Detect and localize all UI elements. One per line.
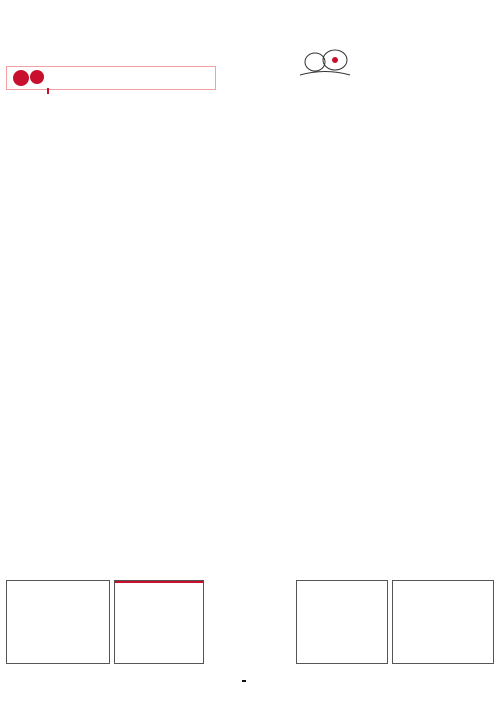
gomi-burn-badge bbox=[13, 70, 29, 86]
ad-realestate bbox=[392, 580, 494, 664]
calendar-grid bbox=[6, 94, 494, 574]
gomi-paid-badge bbox=[30, 70, 44, 84]
gomi-schedule-banner bbox=[6, 66, 216, 90]
ad-dental bbox=[114, 580, 204, 664]
ad-academy bbox=[6, 580, 110, 664]
mini-calendar-august bbox=[206, 580, 292, 664]
footer bbox=[6, 672, 494, 702]
kids-illustration bbox=[295, 40, 355, 80]
fax-label bbox=[242, 680, 246, 682]
ad-seikotsuin bbox=[296, 580, 388, 664]
